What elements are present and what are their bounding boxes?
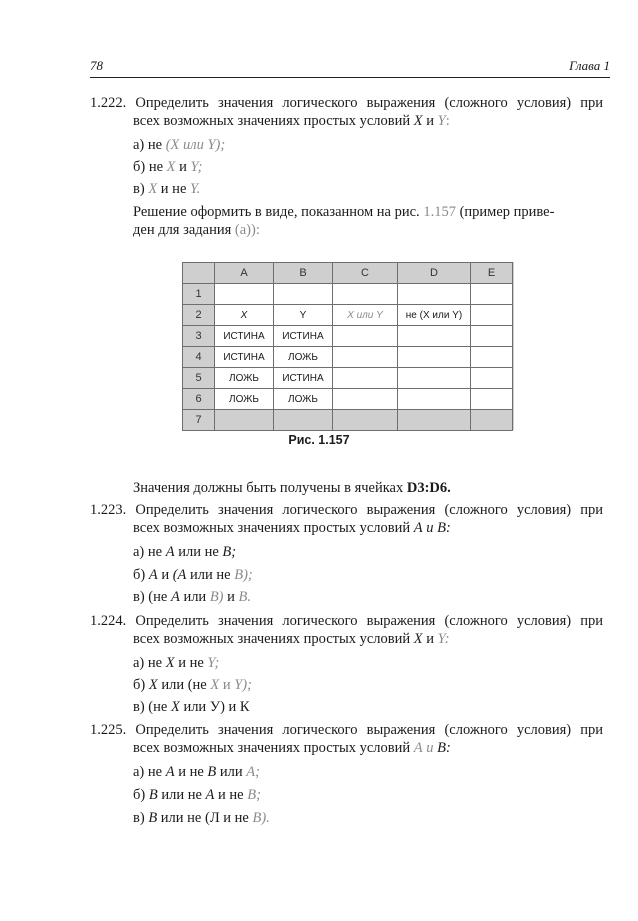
header-rule xyxy=(90,77,610,78)
row-header-4: 4 xyxy=(183,347,215,368)
col-header-e: E xyxy=(471,263,513,284)
spreadsheet-grid xyxy=(182,262,513,431)
cell-c6 xyxy=(333,389,398,410)
cell-b4: ЛОЖЬ xyxy=(274,347,333,368)
cell-e5 xyxy=(471,368,513,389)
cell-e6 xyxy=(471,389,513,410)
task-1-222-solution-line-2: ден для задания (а)): xyxy=(133,222,260,238)
cell-b5: ИСТИНА xyxy=(274,368,333,389)
row-header-5: 5 xyxy=(183,368,215,389)
task-1-222-result: Значения должны быть получены в ячейках D3:D6. xyxy=(133,480,451,496)
page-number: 78 xyxy=(90,58,103,73)
cell-e1 xyxy=(471,284,513,305)
task-1-223-item-c: в) (не А или В) и В. xyxy=(133,589,252,605)
cell-a1 xyxy=(215,284,274,305)
task-1-224-line-1: 1.224. Определить значения логического выражения (сложного условия) при xyxy=(90,613,603,629)
cell-d5 xyxy=(398,368,471,389)
task-1-224-item-b: б) X или (не X и Y); xyxy=(133,677,252,693)
task-1-225-item-a: а) не А и не В или А; xyxy=(133,764,260,780)
task-1-222-line-2: всех возможных значениях простых условий X и Y: xyxy=(133,113,450,129)
task-1-225-item-b: б) В или не А и не В; xyxy=(133,787,261,803)
row-header-2: 2 xyxy=(183,305,215,326)
task-1-222-item-c: в) X и не Y. xyxy=(133,181,201,197)
cell-a6: ЛОЖЬ xyxy=(215,389,274,410)
cell-b1 xyxy=(274,284,333,305)
task-1-223-line-1: 1.223. Определить значения логического выражения (сложного условия) при xyxy=(90,502,603,518)
task-1-223-item-a: а) не А или не В; xyxy=(133,544,237,560)
task-1-224-item-a: а) не X и не Y; xyxy=(133,655,220,671)
task-1-222-line-1: 1.222. Определить значения логического выражения (сложного условия) при xyxy=(90,95,603,111)
task-1-224-line-2: всех возможных значениях простых условий X и Y: xyxy=(133,631,450,647)
figure-caption: Рис. 1.157 xyxy=(288,433,350,447)
task-1-222-solution-line-1: Решение оформить в виде, показанном на рис. 1.157 (пример приве- xyxy=(133,204,555,220)
task-1-222-item-a: а) не (X или Y); xyxy=(133,137,226,153)
task-1-223-line-2: всех возможных значениях простых условий А и В: xyxy=(133,520,451,536)
cell-c3 xyxy=(333,326,398,347)
cell-e3 xyxy=(471,326,513,347)
task-1-224-item-c: в) (не X или У) и К xyxy=(133,699,250,715)
col-header-b: B xyxy=(274,263,333,284)
chapter-title: Глава 1 xyxy=(569,58,610,73)
cell-b3: ИСТИНА xyxy=(274,326,333,347)
task-1-223-item-b: б) А и (А или не В); xyxy=(133,567,253,583)
task-1-225-line-1: 1.225. Определить значения логического выражения (сложного условия) при xyxy=(90,722,603,738)
cell-b2: Y xyxy=(274,305,333,326)
cell-e2 xyxy=(471,305,513,326)
cell-d1 xyxy=(398,284,471,305)
col-header-d: D xyxy=(398,263,471,284)
cell-d4 xyxy=(398,347,471,368)
cell-b6: ЛОЖЬ xyxy=(274,389,333,410)
spreadsheet-figure xyxy=(182,262,514,430)
cell-d6 xyxy=(398,389,471,410)
cell-a4: ИСТИНА xyxy=(215,347,274,368)
page-header xyxy=(90,58,610,76)
task-1-225-item-c: в) В или не (Л и не В). xyxy=(133,810,270,826)
col-header-a: A xyxy=(215,263,274,284)
cell-c4 xyxy=(333,347,398,368)
cell-c2: X или Y xyxy=(333,305,398,326)
cell-c5 xyxy=(333,368,398,389)
cell-a5: ЛОЖЬ xyxy=(215,368,274,389)
col-header-c: C xyxy=(333,263,398,284)
cell-c1 xyxy=(333,284,398,305)
cell-d2: не (X или Y) xyxy=(398,305,471,326)
row-header-3: 3 xyxy=(183,326,215,347)
row-header-7: 7 xyxy=(183,410,215,431)
cell-a3: ИСТИНА xyxy=(215,326,274,347)
task-1-222-item-b: б) не X и Y; xyxy=(133,159,203,175)
row-header-6: 6 xyxy=(183,389,215,410)
row-header-1: 1 xyxy=(183,284,215,305)
cell-a2: X xyxy=(215,305,274,326)
task-1-225-line-2: всех возможных значениях простых условий А и В: xyxy=(133,740,451,756)
cell-d3 xyxy=(398,326,471,347)
cell-e4 xyxy=(471,347,513,368)
